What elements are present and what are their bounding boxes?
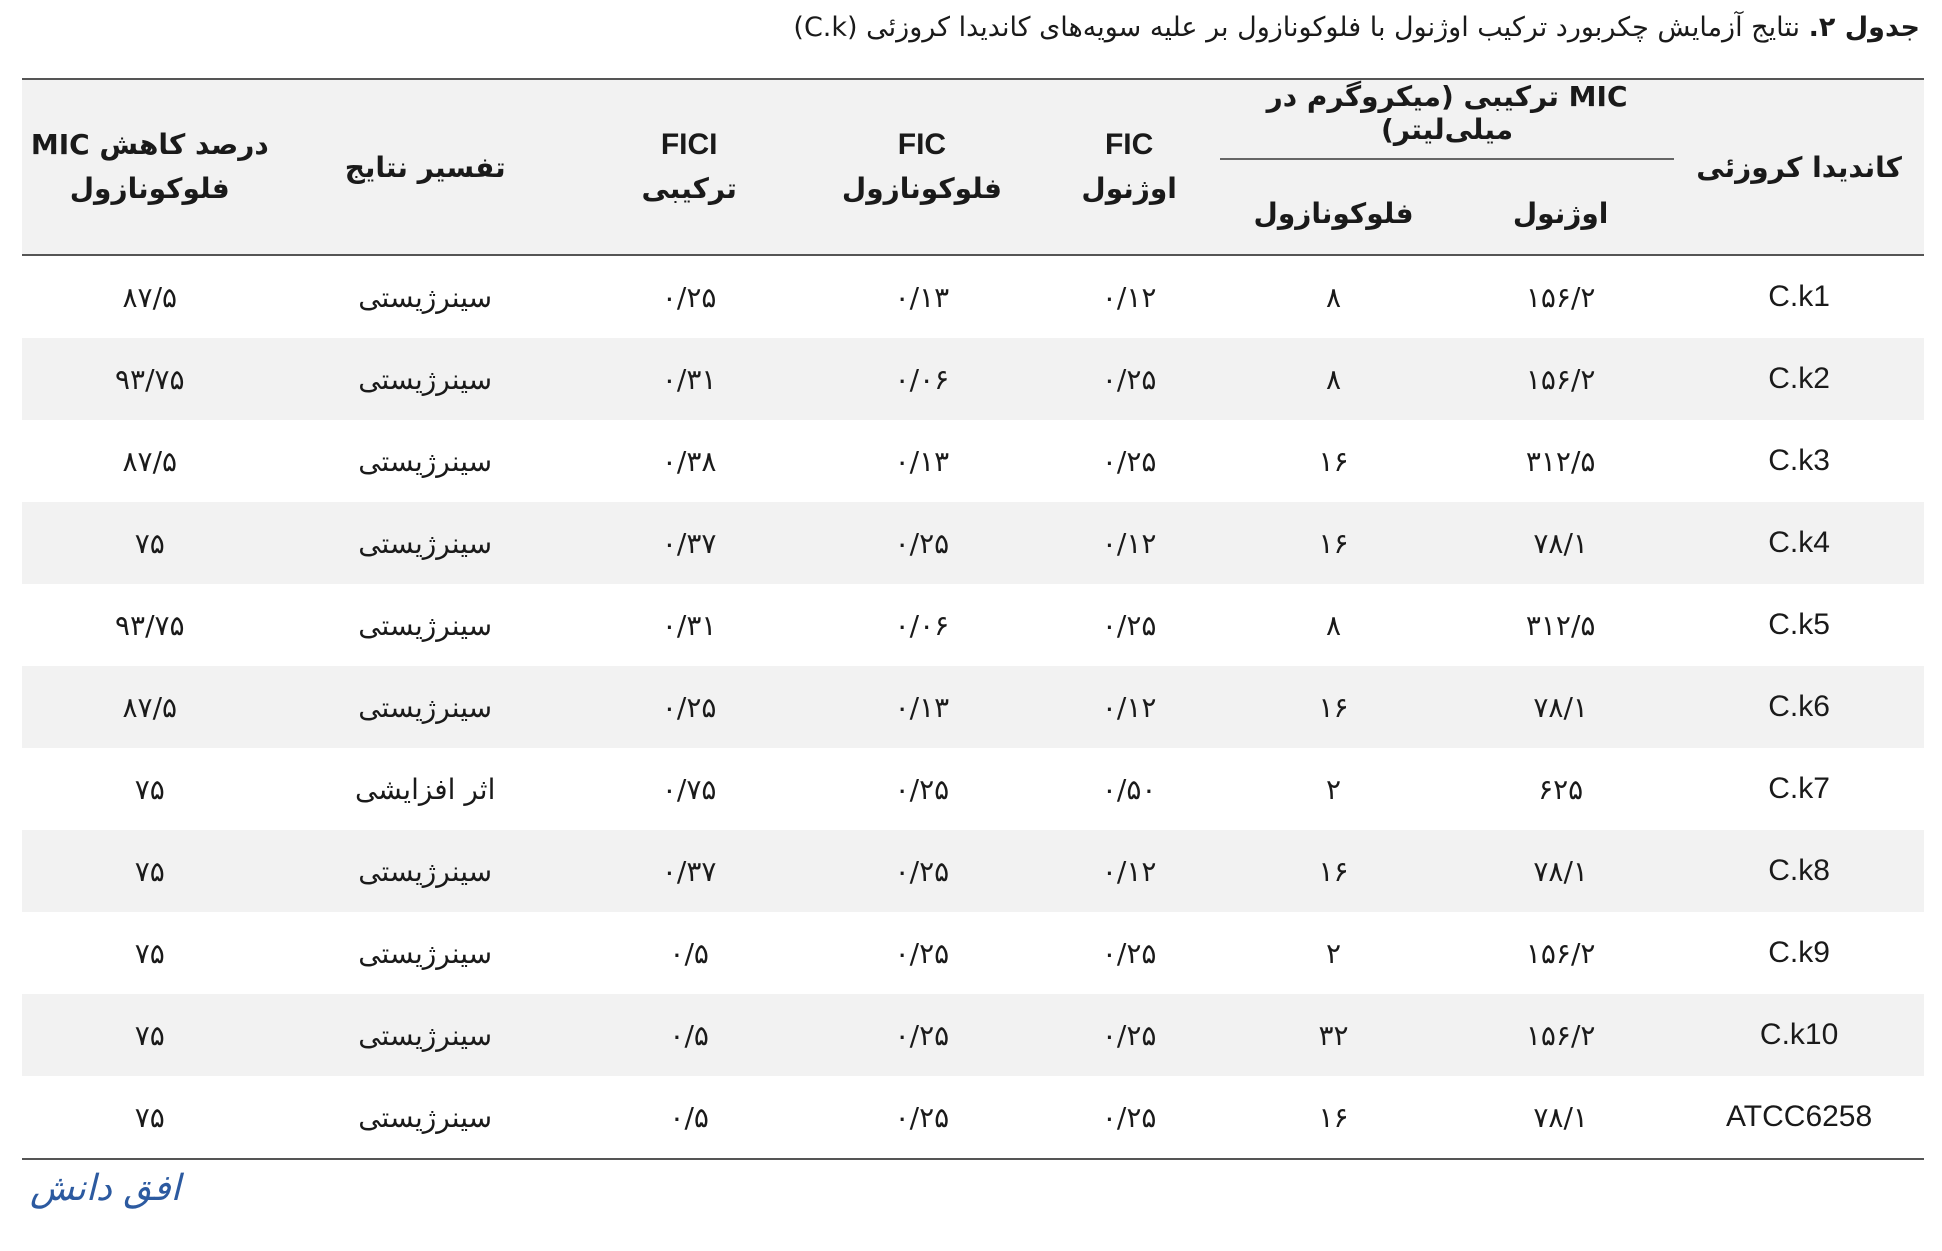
cell-fic-eugenol: ۰/۲۵	[1101, 444, 1157, 478]
cell-mic-eugenol: ۳۱۲/۵	[1525, 444, 1596, 478]
cell-mic-eugenol: ۷۸/۱	[1533, 1100, 1588, 1134]
cell-mic-fluconazole: ۸	[1326, 608, 1342, 642]
table-row	[22, 584, 1924, 666]
cell-strain: C.k5	[1768, 608, 1830, 641]
header-mic-fluconazole: فلوکونازول	[1253, 196, 1414, 230]
cell-fic-eugenol: ۰/۲۵	[1101, 608, 1157, 642]
cell-mic-eugenol: ۱۵۶/۲	[1525, 936, 1596, 970]
cell-fic-eugenol: ۰/۲۵	[1101, 936, 1157, 970]
cell-mic-fluconazole: ۱۶	[1318, 690, 1349, 724]
cell-mic-eugenol: ۷۸/۱	[1533, 690, 1588, 724]
cell-interpretation: سینرژیستی	[358, 444, 493, 478]
cell-fic-eugenol: ۰/۲۵	[1101, 1018, 1157, 1052]
cell-fic-fluconazole: ۰/۲۵	[894, 854, 950, 888]
cell-fic-eugenol: ۰/۱۲	[1101, 526, 1157, 560]
table-row	[22, 338, 1924, 420]
header-fici	[573, 80, 806, 255]
cell-mic-fluconazole: ۱۶	[1318, 854, 1349, 888]
caption-text: نتایج آزمایش چکربورد ترکیب اوژنول با فلوکونازول بر علیه سویه‌های کاندیدا کروزئی (C.k)	[793, 12, 1809, 43]
cell-fici: ۰/۲۵	[661, 690, 717, 724]
cell-strain: C.k3	[1768, 444, 1830, 477]
table-row	[22, 1076, 1924, 1158]
cell-fic-eugenol: ۰/۲۵	[1101, 1100, 1157, 1134]
table-row	[22, 830, 1924, 912]
cell-fic-eugenol: ۰/۲۵	[1101, 362, 1157, 396]
cell-mic-fluconazole: ۳۲	[1318, 1018, 1349, 1052]
cell-strain: C.k10	[1759, 1018, 1839, 1051]
cell-mic-fluconazole: ۱۶	[1318, 1100, 1349, 1134]
cell-reduction: ۹۳/۷۵	[114, 608, 185, 642]
cell-reduction: ۷۵	[134, 936, 165, 970]
cell-fic-fluconazole: ۰/۱۳	[894, 444, 950, 478]
cell-strain: C.k9	[1768, 936, 1830, 969]
header-fic-eugenol-line2: اوژنول	[1081, 172, 1177, 205]
cell-mic-eugenol: ۷۸/۱	[1533, 854, 1588, 888]
cell-fici: ۰/۷۵	[661, 772, 717, 806]
header-fic-eugenol-line1: FIC	[1104, 128, 1154, 161]
cell-strain: C.k7	[1768, 772, 1830, 805]
cell-interpretation: اثر افزایشی	[354, 772, 496, 806]
cell-mic-fluconazole: ۲	[1326, 772, 1342, 806]
cell-mic-eugenol: ۷۸/۱	[1533, 526, 1588, 560]
table-body	[22, 255, 1924, 1158]
header-group-rule	[1220, 158, 1674, 160]
table-row	[22, 420, 1924, 502]
journal-logo: افق دانش	[30, 1168, 181, 1209]
cell-interpretation: سینرژیستی	[358, 1100, 493, 1134]
table-row	[22, 502, 1924, 584]
header-reduction-line2: فلوکونازول	[69, 172, 230, 205]
cell-reduction: ۸۷/۵	[122, 690, 178, 724]
header-fic-fluconazole-line1: FIC	[897, 128, 947, 161]
cell-fici: ۰/۳۱	[661, 362, 717, 396]
table-row	[22, 912, 1924, 994]
cell-strain: C.k6	[1768, 690, 1830, 723]
cell-reduction: ۷۵	[134, 854, 165, 888]
cell-reduction: ۸۷/۵	[122, 280, 178, 314]
cell-mic-fluconazole: ۸	[1326, 280, 1342, 314]
cell-strain: ATCC6258	[1726, 1100, 1873, 1133]
table-row	[22, 748, 1924, 830]
header-fici-line2: ترکیبی	[641, 172, 737, 205]
cell-reduction: ۷۵	[134, 1100, 165, 1134]
header-fici-line1: FICI	[660, 128, 718, 161]
cell-reduction: ۷۵	[134, 1018, 165, 1052]
cell-reduction: ۷۵	[134, 526, 165, 560]
cell-fic-fluconazole: ۰/۱۳	[894, 690, 950, 724]
cell-interpretation: سینرژیستی	[358, 280, 493, 314]
header-reduction	[22, 80, 278, 255]
cell-interpretation: سینرژیستی	[358, 936, 493, 970]
cell-fic-fluconazole: ۰/۰۶	[894, 362, 950, 396]
table-row	[22, 994, 1924, 1076]
header-strain: کاندیدا کروزئی	[1696, 150, 1902, 184]
cell-mic-fluconazole: ۱۶	[1318, 526, 1349, 560]
cell-mic-eugenol: ۱۵۶/۲	[1525, 280, 1596, 314]
cell-mic-eugenol: ۳۱۲/۵	[1525, 608, 1596, 642]
header-fic-fluconazole	[806, 80, 1039, 255]
header-fic-fluconazole-line2: فلوکونازول	[841, 172, 1002, 205]
header-mic-group-label: MIC ترکیبی (میکروگرم در میلی‌لیتر)	[1266, 80, 1628, 146]
cell-fic-eugenol: ۰/۱۲	[1101, 280, 1157, 314]
cell-fici: ۰/۳۱	[661, 608, 717, 642]
cell-mic-fluconazole: ۱۶	[1318, 444, 1349, 478]
table-caption	[22, 8, 1920, 48]
cell-fici: ۰/۲۵	[661, 280, 717, 314]
cell-interpretation: سینرژیستی	[358, 854, 493, 888]
cell-reduction: ۹۳/۷۵	[114, 362, 185, 396]
cell-fici: ۰/۳۸	[661, 444, 717, 478]
cell-fic-fluconazole: ۰/۲۵	[894, 1018, 950, 1052]
table-row	[22, 666, 1924, 748]
cell-reduction: ۸۷/۵	[122, 444, 178, 478]
cell-interpretation: سینرژیستی	[358, 362, 493, 396]
cell-fic-fluconazole: ۰/۲۵	[894, 526, 950, 560]
cell-fic-fluconazole: ۰/۱۳	[894, 280, 950, 314]
caption-lead: جدول ۲.	[1808, 12, 1920, 43]
cell-fic-fluconazole: ۰/۲۵	[894, 772, 950, 806]
cell-strain: C.k4	[1768, 526, 1830, 559]
cell-fic-fluconazole: ۰/۲۵	[894, 936, 950, 970]
cell-fici: ۰/۵	[669, 1018, 709, 1052]
cell-interpretation: سینرژیستی	[358, 608, 493, 642]
cell-fic-eugenol: ۰/۱۲	[1101, 854, 1157, 888]
table-header	[22, 80, 1924, 255]
cell-mic-eugenol: ۱۵۶/۲	[1525, 1018, 1596, 1052]
results-table	[22, 80, 1924, 1158]
cell-strain: C.k8	[1768, 854, 1830, 887]
cell-fic-fluconazole: ۰/۰۶	[894, 608, 950, 642]
cell-mic-fluconazole: ۸	[1326, 362, 1342, 396]
table-row	[22, 255, 1924, 338]
cell-interpretation: سینرژیستی	[358, 690, 493, 724]
cell-strain: C.k1	[1768, 280, 1830, 313]
cell-mic-fluconazole: ۲	[1326, 936, 1342, 970]
cell-mic-eugenol: ۶۲۵	[1538, 772, 1584, 806]
results-table-container	[22, 78, 1924, 1160]
cell-interpretation: سینرژیستی	[358, 1018, 493, 1052]
cell-interpretation: سینرژیستی	[358, 526, 493, 560]
header-fic-eugenol	[1038, 80, 1220, 255]
cell-fici: ۰/۵	[669, 1100, 709, 1134]
cell-reduction: ۷۵	[134, 772, 165, 806]
cell-strain: C.k2	[1768, 362, 1830, 395]
cell-fic-eugenol: ۰/۱۲	[1101, 690, 1157, 724]
header-mic-eugenol: اوژنول	[1512, 196, 1609, 230]
cell-fici: ۰/۵	[669, 936, 709, 970]
header-reduction-line1: درصد کاهش MIC	[30, 128, 269, 161]
cell-fici: ۰/۳۷	[661, 526, 717, 560]
cell-fici: ۰/۳۷	[661, 854, 717, 888]
cell-mic-eugenol: ۱۵۶/۲	[1525, 362, 1596, 396]
cell-fic-fluconazole: ۰/۲۵	[894, 1100, 950, 1134]
header-interpretation: تفسیر نتایج	[344, 150, 506, 184]
cell-fic-eugenol: ۰/۵۰	[1101, 772, 1157, 806]
header-mic-group	[1220, 80, 1674, 172]
